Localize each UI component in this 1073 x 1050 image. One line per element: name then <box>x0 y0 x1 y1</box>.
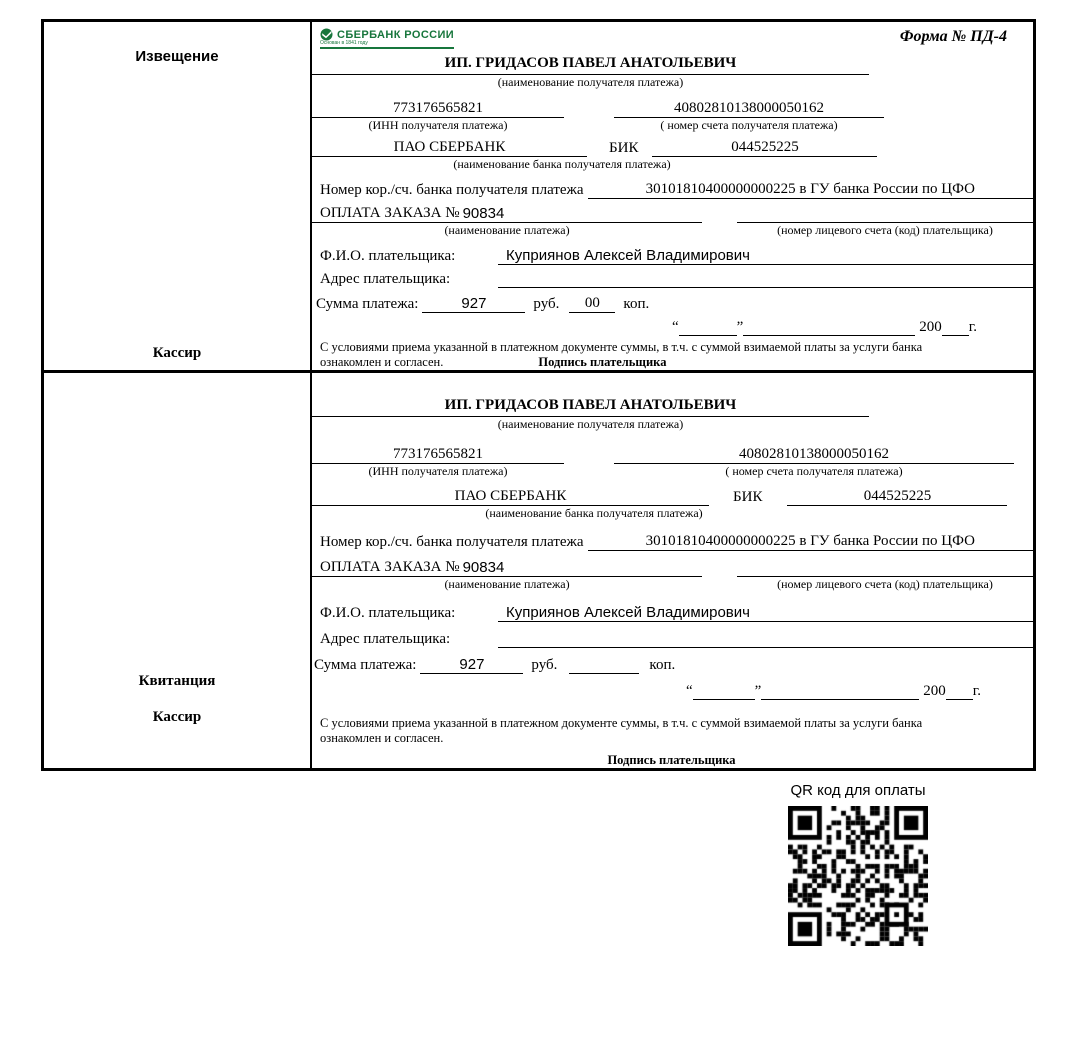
bank-bik-row-1 <box>312 138 1033 158</box>
payment-name-group-1 <box>312 205 702 223</box>
caption-account-1: ( номер счета получателя платежа) <box>660 117 838 132</box>
sberbank-logo <box>320 28 454 49</box>
caption-inn-2: (ИНН получателя платежа) <box>368 463 508 478</box>
kop-label-2: коп. <box>649 657 676 674</box>
fio-label-1: Ф.И.О. плательщика: <box>320 247 456 264</box>
fio-row-2 <box>312 598 1033 622</box>
agreement-2 <box>312 716 1033 768</box>
caption-payment-2: (наименование платежа) <box>444 577 570 592</box>
payment-name-group-2 <box>312 559 702 577</box>
bik-value-1: 044525225 <box>652 139 877 157</box>
fio-label-2: Ф.И.О. плательщика: <box>320 604 456 621</box>
receiver-name-1: ИП. ГРИДАСОВ ПАВЕЛ АНАТОЛЬЕВИЧ <box>312 55 869 75</box>
payment-captions-1 <box>312 223 1033 238</box>
caption-receiver-2: (наименование получателя платежа) <box>497 417 684 431</box>
bik-label-2: БИК <box>733 489 763 506</box>
form-title: Форма № ПД-4 <box>899 28 1007 45</box>
caption-payment-1: (наименование платежа) <box>444 223 570 238</box>
fio-value-2: Куприянов Алексей Владимирович <box>498 604 1033 622</box>
notice-left-cell <box>44 22 312 370</box>
bik-value-2: 044525225 <box>787 488 1007 506</box>
notice-label: Извещение <box>135 48 219 65</box>
year-line-1 <box>942 335 969 336</box>
kop-value-2 <box>569 673 639 674</box>
qr-code <box>788 806 928 946</box>
corr-label-2: Номер кор./сч. банка получателя платежа <box>320 533 584 550</box>
caption-bank-1: (наименование банка получателя платежа) <box>453 157 671 172</box>
payment-name-row-1 <box>312 202 1033 223</box>
caption-personal-1: (номер лицевого счета (код) плательщика) <box>777 223 993 238</box>
year-suffix-1: г. <box>968 319 977 335</box>
agreement-line1-1: С условиями приема указанной в платежном документе суммы, в т.ч. с суммой взимаемой платы за услуги банка <box>320 340 923 354</box>
receipt-left-cell <box>44 373 312 768</box>
year-prefix-2: 200 <box>923 683 946 699</box>
account-value-1: 40802810138000050162 <box>614 100 884 118</box>
bank-logo-tagline: Основан в 1841 году <box>320 40 368 46</box>
inn-account-captions-1 <box>312 118 1033 133</box>
corr-value-1: 30101810400000000225 в ГУ банка России по ЦФО <box>588 181 1033 199</box>
signature-label-2: Подпись плательщика <box>607 753 736 767</box>
fio-row-1 <box>312 243 1033 264</box>
quote-close-2: ” <box>754 683 762 699</box>
quote-close-1: ” <box>736 319 744 335</box>
address-row-1 <box>312 267 1033 288</box>
receipt-section <box>44 370 1033 768</box>
inn-value-2: 773176565821 <box>312 446 564 464</box>
caption-personal-2: (номер лицевого счета (код) плательщика) <box>777 577 993 592</box>
bank-name-2: ПАО СБЕРБАНК <box>312 488 709 506</box>
account-value-2: 40802810138000050162 <box>614 446 1014 464</box>
sum-row-2 <box>312 651 1033 675</box>
pd4-form <box>41 19 1036 771</box>
caption-bank-2: (наименование банка получателя платежа) <box>485 506 703 521</box>
date-row-2 <box>312 676 981 700</box>
qr-label: QR код для оплаты <box>790 782 926 799</box>
qr-block <box>783 782 933 951</box>
inn-account-row-2 <box>312 442 1033 464</box>
year-suffix-2: г. <box>972 683 981 699</box>
corr-value-2: 30101810400000000225 в ГУ банка России по ЦФО <box>588 533 1033 551</box>
address-label-2: Адрес плательщика: <box>320 630 451 647</box>
bank-logo-text: СБЕРБАНК РОССИИ <box>337 28 455 41</box>
agreement-1 <box>312 340 1033 370</box>
year-prefix-1: 200 <box>919 319 942 335</box>
sum-rub-value-1: 927 <box>422 295 525 313</box>
quote-open-1: “ <box>671 319 679 335</box>
quote-open-2: “ <box>685 683 693 699</box>
logo-row <box>312 22 1033 55</box>
payment-label-2: ОПЛАТА ЗАКАЗА № <box>320 559 460 576</box>
notice-section <box>44 22 1033 370</box>
signature-label-1: Подпись плательщика <box>538 355 667 369</box>
address-value-line-1 <box>498 287 1033 288</box>
sum-label-2: Сумма платежа: <box>314 657 417 674</box>
address-value-line-2 <box>498 647 1033 648</box>
receiver-name-2: ИП. ГРИДАСОВ ПАВЕЛ АНАТОЛЬЕВИЧ <box>312 397 869 417</box>
year-line-2 <box>946 699 973 700</box>
address-label-1: Адрес плательщика: <box>320 271 451 288</box>
caption-inn-1: (ИНН получателя платежа) <box>368 117 508 132</box>
date-row-1 <box>312 315 977 336</box>
notice-right-cell <box>312 22 1033 370</box>
bank-name-1: ПАО СБЕРБАНК <box>312 139 587 157</box>
date-day-line-2 <box>693 699 755 700</box>
receipt-right-cell <box>312 373 1033 768</box>
kop-value-1: 00 <box>569 295 615 313</box>
corr-row-1 <box>312 176 1033 198</box>
date-day-line-1 <box>679 335 737 336</box>
payment-captions-2 <box>312 577 1033 593</box>
cashier-label-1: Кассир <box>152 345 202 361</box>
kop-label-1: коп. <box>623 295 650 312</box>
caption-receiver-1: (наименование получателя платежа) <box>497 74 684 89</box>
inn-account-captions-2 <box>312 464 1033 480</box>
payment-number-2: 90834 <box>462 559 505 577</box>
bank-caption-row-2 <box>312 506 1033 522</box>
corr-row-2 <box>312 526 1033 551</box>
date-month-line-1 <box>743 335 915 336</box>
receipt-label: Квитанция <box>138 673 216 689</box>
inn-value-1: 773176565821 <box>312 100 564 118</box>
bank-caption-row-1 <box>312 157 1033 172</box>
bank-bik-row-2 <box>312 484 1033 506</box>
inn-account-row-1 <box>312 98 1033 118</box>
fio-value-1: Куприянов Алексей Владимирович <box>498 247 1033 265</box>
agreement-line1-2: С условиями приема указанной в платежном документе суммы, в т.ч. с суммой взимаемой платы за услуги банка <box>320 716 923 730</box>
address-row-2 <box>312 624 1033 648</box>
date-month-line-2 <box>761 699 919 700</box>
sum-rub-value-2: 927 <box>420 656 523 674</box>
caption-account-2: ( номер счета получателя платежа) <box>725 463 903 478</box>
rub-label-2: руб. <box>531 657 558 674</box>
sum-label-1: Сумма платежа: <box>316 295 419 312</box>
sum-row-1 <box>312 291 1033 312</box>
payment-label-1: ОПЛАТА ЗАКАЗА № <box>320 205 460 222</box>
cashier-label-2: Кассир <box>152 709 202 725</box>
agreement-line2-1: ознакомлен и согласен. <box>320 355 444 369</box>
payment-name-row-2 <box>312 554 1033 578</box>
corr-label-1: Номер кор./сч. банка получателя платежа <box>320 181 584 198</box>
payment-number-1: 90834 <box>462 205 505 223</box>
rub-label-1: руб. <box>533 295 560 312</box>
bik-label-1: БИК <box>609 140 639 157</box>
agreement-line2-2: ознакомлен и согласен. <box>320 731 444 745</box>
